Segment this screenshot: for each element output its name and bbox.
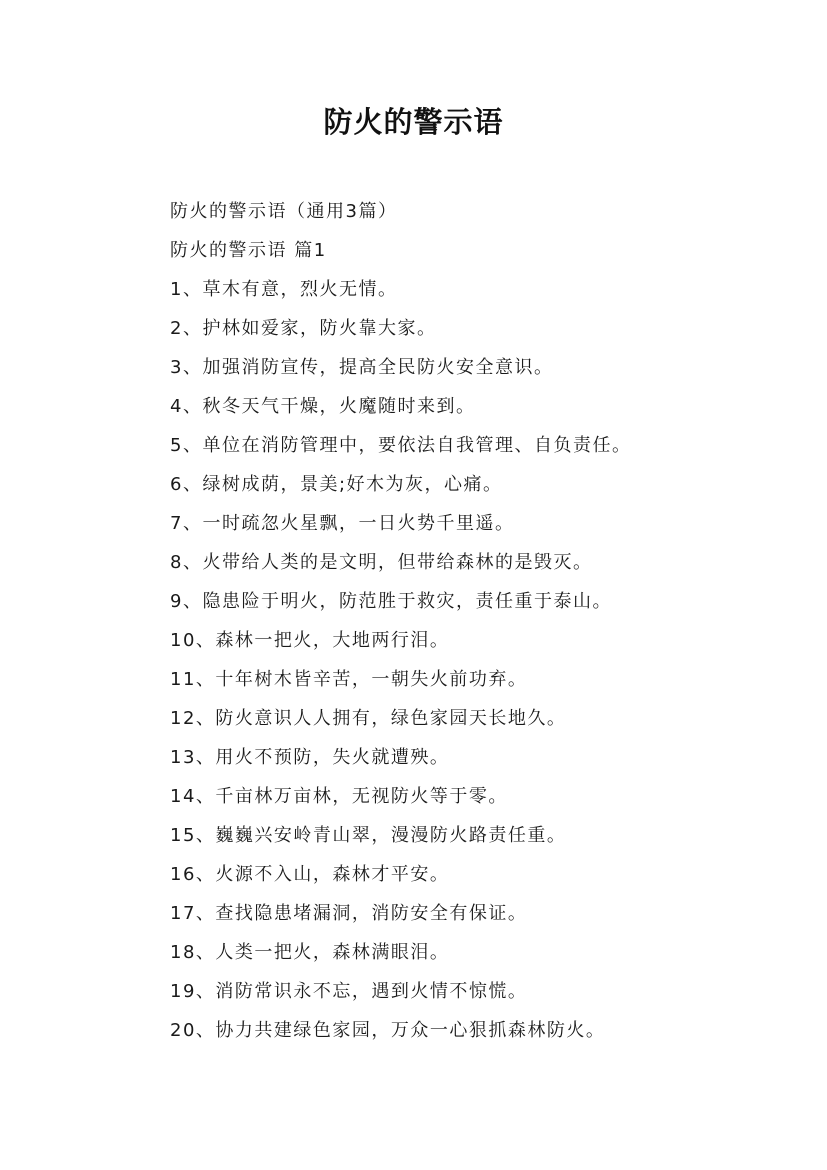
slogan-item: 6、绿树成荫，景美;好木为灰，心痛。 [170,474,503,495]
section-heading: 防火的警示语 篇1 [170,240,327,261]
slogan-item: 11、十年树木皆辛苦，一朝失火前功弃。 [170,669,528,690]
slogan-item: 10、森林一把火，大地两行泪。 [170,630,450,651]
slogan-item: 7、一时疏忽火星飘，一日火势千里遥。 [170,513,515,534]
slogan-item: 3、加强消防宣传，提高全民防火安全意识。 [170,357,554,378]
slogan-item: 8、火带给人类的是文明，但带给森林的是毁灭。 [170,552,593,573]
slogan-item: 5、单位在消防管理中，要依法自我管理、自负责任。 [170,435,632,456]
slogan-item: 15、巍巍兴安岭青山翠，漫漫防火路责任重。 [170,825,567,846]
slogan-item: 14、千亩林万亩林，无视防火等于零。 [170,786,508,807]
document-body [170,192,810,1050]
slogan-item: 2、护林如爱家，防火靠大家。 [170,318,437,339]
slogan-item: 4、秋冬天气干燥，火魔随时来到。 [170,396,476,417]
slogan-item: 1、草木有意，烈火无情。 [170,279,398,300]
slogan-item: 16、火源不入山，森林才平安。 [170,864,450,885]
subtitle-line: 防火的警示语（通用3篇） [170,201,398,222]
slogan-item: 19、消防常识永不忘，遇到火情不惊慌。 [170,981,528,1002]
slogan-item: 9、隐患险于明火，防范胜于救灾，责任重于泰山。 [170,591,612,612]
slogan-item: 12、防火意识人人拥有，绿色家园天长地久。 [170,708,567,729]
document-title: 防火的警示语 [323,105,504,139]
slogan-item: 20、协力共建绿色家园，万众一心狠抓森林防火。 [170,1020,606,1041]
slogan-item: 17、查找隐患堵漏洞，消防安全有保证。 [170,903,528,924]
slogan-item: 18、人类一把火，森林满眼泪。 [170,942,450,963]
slogan-item: 13、用火不预防，失火就遭殃。 [170,747,450,768]
